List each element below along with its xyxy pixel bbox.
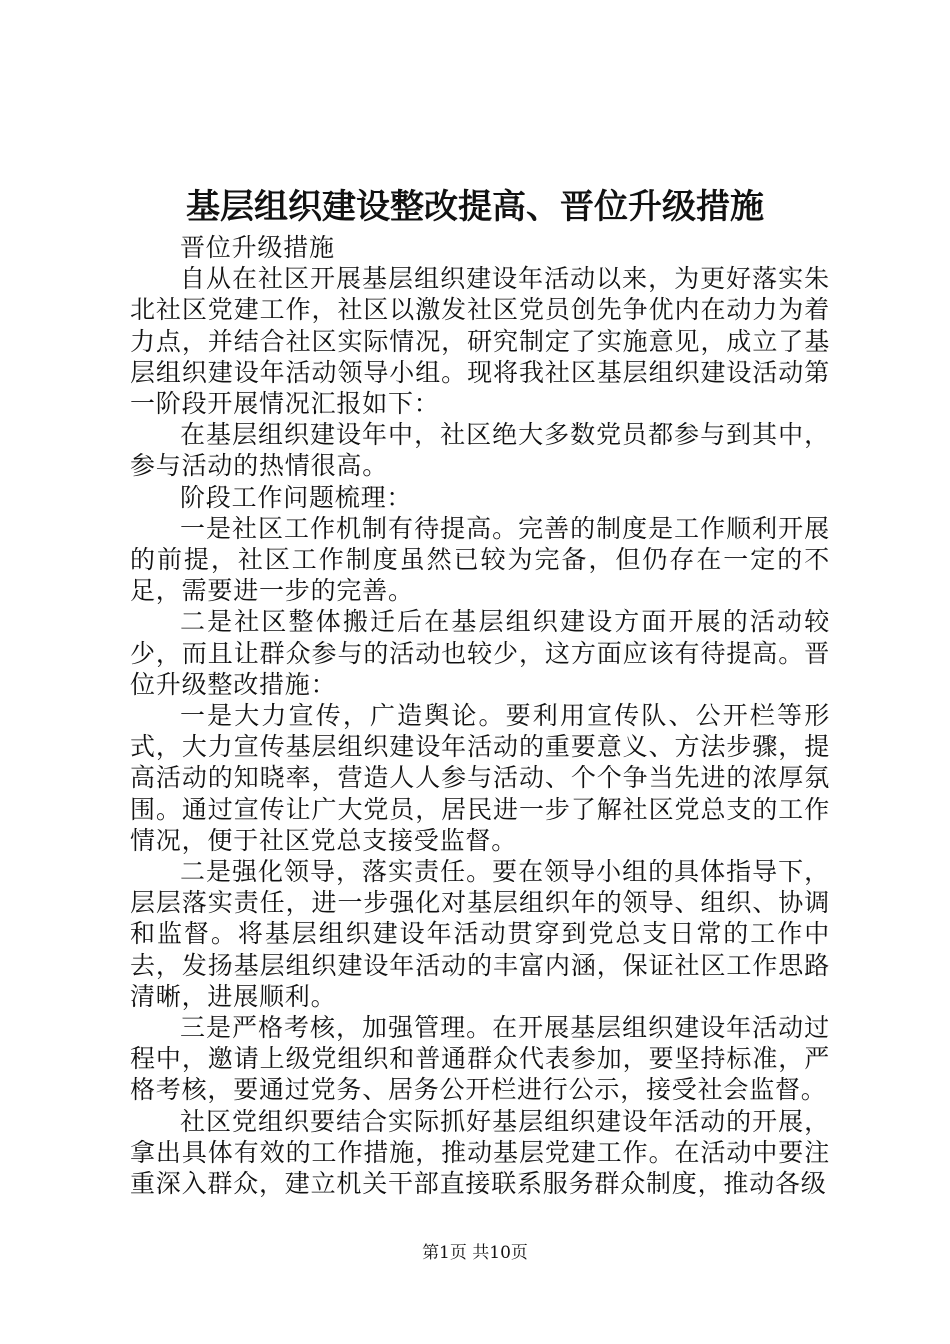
paragraph: 三是严格考核，加强管理。在开展基层组织建设年活动过程中，邀请上级党组织和普通群众代表参加，要坚持标准，严格考核，要通过党务、居务公开栏进行公示，接受社会监督。 — [130, 1013, 830, 1105]
paragraph: 在基层组织建设年中，社区绝大多数党员都参与到其中，参与活动的热情很高。 — [130, 420, 830, 481]
paragraph: 一是社区工作机制有待提高。完善的制度是工作顺利开展的前提，社区工作制度虽然已较为完备，但仍存在一定的不足，需要进一步的完善。 — [130, 513, 830, 606]
page-number-footer: 第1页 共10页 — [422, 1243, 528, 1263]
document-title: 基层组织建设整改提高、晋位升级措施 — [186, 187, 764, 227]
paragraph: 社区党组织要结合实际抓好基层组织建设年活动的开展，拿出具体有效的工作措施，推动基层党建工作。在活动中要注重深入群众，建立机关干部直接联系服务群众制度，推动各级 — [130, 1106, 830, 1199]
paragraph: 二是强化领导，落实责任。要在领导小组的具体指导下，层层落实责任，进一步强化对基层组织年的领导、组织、协调和监督。将基层组织建设年活动贯穿到党总支日常的工作中去，发扬基层组织建设年活动的丰富内涵，保证社区工作思路清晰，进展顺利。 — [130, 857, 830, 1011]
document-body — [130, 232, 830, 1199]
paragraph: 阶段工作问题梳理： — [180, 482, 413, 512]
paragraph: 二是社区整体搬迁后在基层组织建设方面开展的活动较少，而且让群众参与的活动也较少，这方面应该有待提高。晋位升级整改措施： — [130, 607, 830, 699]
paragraph: 自从在社区开展基层组织建设年活动以来，为更好落实朱北社区党建工作，社区以激发社区党员创先争优内在动力为着力点，并结合社区实际情况，研究制定了实施意见，成立了基层组织建设年活动领导小组。现将我社区基层组织建设活动第一阶段开展情况汇报如下： — [130, 264, 830, 419]
paragraph: 晋位升级措施 — [180, 233, 335, 262]
paragraph: 一是大力宣传，广造舆论。要利用宣传队、公开栏等形式，大力宣传基层组织建设年活动的重要意义、方法步骤，提高活动的知晓率，营造人人参与活动、个个争当先进的浓厚氛围。通过宣传让广大党员，居民进一步了解社区党总支的工作情况，便于社区党总支接受监督。 — [130, 701, 830, 855]
